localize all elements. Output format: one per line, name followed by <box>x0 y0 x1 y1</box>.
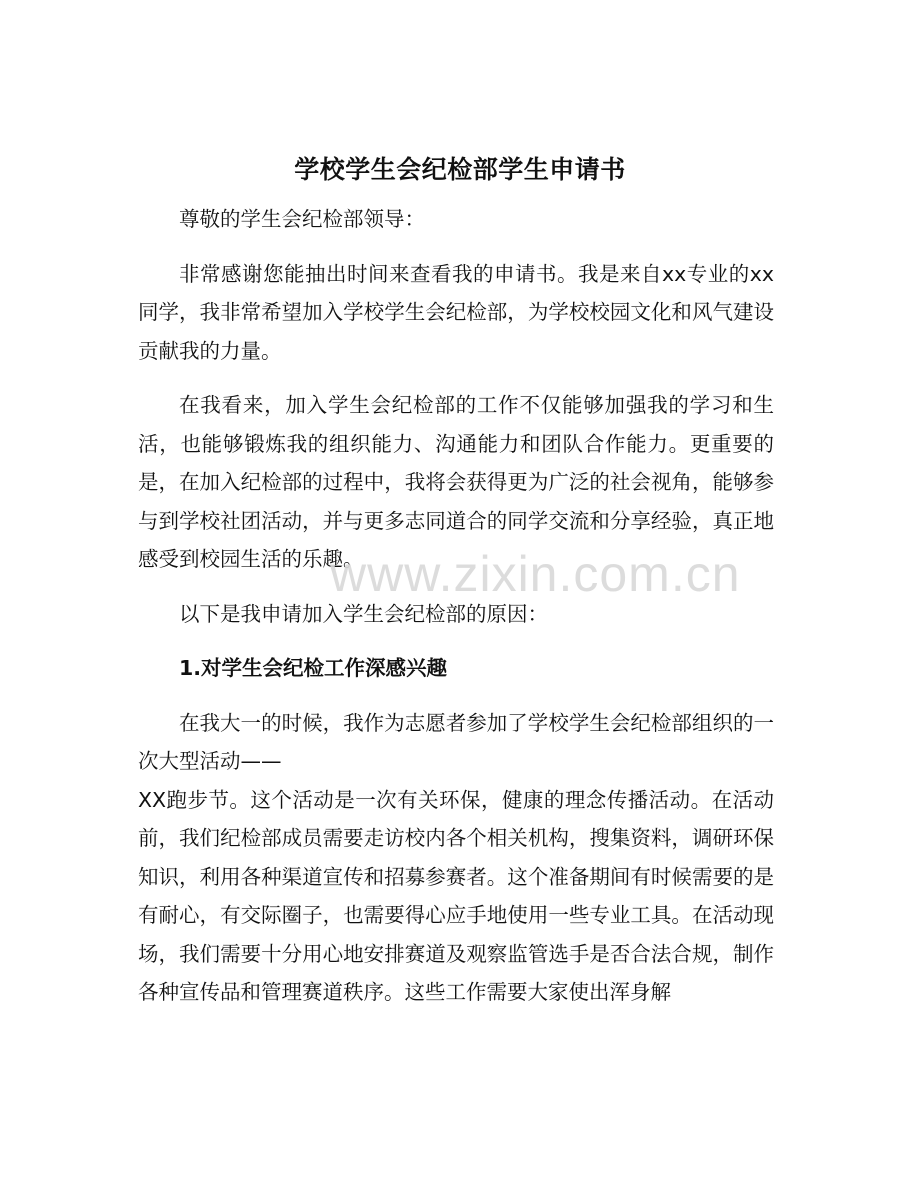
paragraph: 非常感谢您能抽出时间来查看我的申请书。我是来自xx专业的xx同学，我非常希望加入学校学生会纪检部，为学校校园文化和风气建设贡献我的力量。 <box>138 261 774 363</box>
page-title: 学校学生会纪检部学生申请书 <box>294 155 626 184</box>
paragraph: 在我大一的时候，我作为志愿者参加了学校学生会纪检部组织的一次大型活动—— <box>138 710 774 773</box>
section-heading: 1.对学生会纪检工作深感兴趣 <box>179 656 448 680</box>
paragraph: 以下是我申请加入学生会纪检部的原因： <box>179 601 548 626</box>
paragraph: XX跑步节。这个活动是一次有关环保，健康的理念传播活动。在活动前，我们纪检部成员需要走访校内各个相关机构，搜集资料，调研环保知识，利用各种渠道宣传和招募参赛者。这个准备期间有时候需要的是有耐心，有交际圈子，也需要得心应手地使用一些专业工具。在活动现场，我们需要十分用心地安排赛道及观察监管选手是否合法合规，制作各种宣传品和管理赛道秩序。这些工作需要大家使出浑身解 <box>138 787 774 1004</box>
document-body <box>138 200 774 1012</box>
watermark: www.zixin.com.cn <box>330 546 741 602</box>
paragraph: 在我看来，加入学生会纪检部的工作不仅能够加强我的学习和生活，也能够锻炼我的组织能力、沟通能力和团队合作能力。更重要的是，在加入纪检部的过程中，我将会获得更为广泛的社会视角，能够参与到学校社团活动，并与更多志同道合的同学交流和分享经验，真正地感受到校园生活的乐趣。 <box>138 393 774 571</box>
salutation: 尊敬的学生会纪检部领导： <box>179 207 425 231</box>
